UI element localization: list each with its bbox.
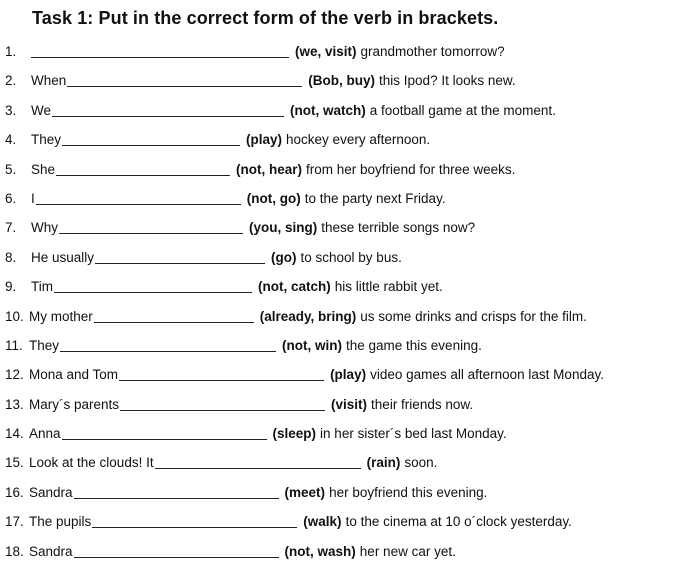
item-number: 16.: [5, 484, 24, 500]
item-rest: this Ipod? It looks new.: [379, 73, 516, 89]
item-rest: to school by bus.: [300, 249, 402, 265]
exercise-item: [5, 366, 695, 395]
exercise-item: [5, 72, 695, 101]
item-rest: her new car yet.: [359, 543, 456, 559]
exercise-item: [5, 308, 695, 337]
item-rest: grandmother tomorrow?: [360, 44, 505, 59]
item-prefix: When: [31, 73, 67, 89]
item-rest: these terrible songs now?: [321, 220, 476, 236]
item-prefix: The pupils: [29, 514, 92, 530]
exercise-item: [5, 278, 695, 307]
verb-hint: (not, go): [246, 190, 301, 206]
verb-hint: (sleep): [272, 426, 317, 442]
answer-blank[interactable]: [95, 251, 265, 264]
item-number: 6.: [5, 190, 17, 206]
exercise-item: [5, 219, 695, 248]
exercise-list: [5, 43, 695, 572]
item-prefix: Tim: [31, 279, 53, 295]
item-rest: to the cinema at 10 o´clock yesterday.: [345, 514, 572, 530]
answer-blank[interactable]: [119, 368, 324, 381]
verb-hint: (visit): [331, 396, 368, 412]
item-number: 7.: [5, 220, 17, 236]
item-number: 17.: [5, 514, 24, 530]
page-title: Task 1: Put in the correct form of the verb in brackets.: [32, 8, 499, 28]
item-number: 5.: [5, 161, 17, 177]
verb-hint: (not, hear): [236, 161, 303, 177]
item-prefix: We: [31, 102, 52, 118]
item-prefix: They: [31, 132, 62, 148]
exercise-item: [5, 249, 695, 278]
item-prefix: They: [29, 337, 60, 353]
verb-hint: (not, catch): [258, 279, 331, 295]
item-prefix: Mary´s parents: [29, 396, 120, 412]
exercise-item: [5, 190, 695, 219]
item-rest: a football game at the moment.: [369, 102, 556, 118]
answer-blank[interactable]: [94, 310, 254, 323]
verb-hint: (Bob, buy): [308, 73, 376, 89]
item-prefix: He usually: [31, 249, 95, 265]
answer-blank[interactable]: [36, 192, 241, 205]
verb-hint: (play): [330, 367, 367, 383]
item-rest: in her sister´s bed last Monday.: [320, 426, 507, 442]
item-number: 1.: [5, 44, 17, 59]
answer-blank[interactable]: [31, 45, 289, 58]
exercise-item: [5, 454, 695, 483]
item-rest: to the party next Friday.: [304, 190, 446, 206]
item-number: 4.: [5, 132, 17, 148]
item-prefix: Why: [31, 220, 58, 236]
answer-blank[interactable]: [92, 515, 297, 528]
verb-hint: (not, watch): [290, 102, 366, 118]
answer-blank[interactable]: [60, 339, 276, 352]
item-number: 14.: [5, 426, 24, 442]
verb-hint: (meet): [284, 484, 326, 500]
item-number: 13.: [5, 396, 24, 412]
item-rest: hockey every afternoon.: [286, 132, 431, 148]
item-prefix: Sandra: [29, 543, 73, 559]
verb-hint: (we, visit): [295, 44, 357, 59]
answer-blank[interactable]: [62, 427, 267, 440]
verb-hint: (you, sing): [249, 220, 318, 236]
item-prefix: My mother: [29, 308, 93, 324]
item-number: 15.: [5, 455, 24, 471]
item-rest: from her boyfriend for three weeks.: [306, 161, 516, 177]
verb-hint: (not, win): [282, 337, 342, 353]
answer-blank[interactable]: [59, 221, 243, 234]
answer-blank[interactable]: [155, 456, 361, 469]
exercise-item: [5, 337, 695, 366]
item-number: 11.: [5, 337, 23, 353]
item-prefix: I: [31, 190, 35, 206]
item-rest: her boyfriend this evening.: [329, 484, 488, 500]
answer-blank[interactable]: [74, 545, 279, 558]
item-prefix: Mona and Tom: [29, 367, 119, 383]
verb-hint: (not, wash): [284, 543, 356, 559]
answer-blank[interactable]: [54, 280, 252, 293]
exercise-item: [5, 484, 695, 513]
item-rest: his little rabbit yet.: [334, 279, 443, 295]
item-rest: the game this evening.: [346, 337, 482, 353]
item-prefix: Look at the clouds! It: [29, 455, 154, 471]
verb-hint: (play): [246, 132, 283, 148]
answer-blank[interactable]: [56, 163, 230, 176]
exercise-item: [5, 543, 695, 572]
answer-blank[interactable]: [120, 398, 325, 411]
item-number: 2.: [5, 73, 17, 89]
answer-blank[interactable]: [74, 486, 279, 499]
item-prefix: Sandra: [29, 484, 73, 500]
answer-blank[interactable]: [67, 74, 302, 87]
item-prefix: Anna: [29, 426, 61, 442]
item-number: 18.: [5, 543, 24, 559]
item-number: 3.: [5, 102, 17, 118]
item-rest: soon.: [404, 455, 438, 471]
exercise-item: [5, 131, 695, 160]
answer-blank[interactable]: [62, 133, 240, 146]
answer-blank[interactable]: [52, 104, 284, 117]
item-number: 10.: [5, 308, 24, 324]
exercise-item: [5, 161, 695, 190]
item-number: 8.: [5, 249, 17, 265]
item-number: 12.: [5, 367, 24, 383]
item-rest: us some drinks and crisps for the film.: [360, 308, 587, 324]
exercise-item: [5, 425, 695, 454]
exercise-item: [5, 102, 695, 131]
verb-hint: (rain): [366, 455, 401, 471]
item-prefix: She: [31, 161, 56, 177]
item-rest: their friends now.: [371, 396, 474, 412]
exercise-item: [5, 396, 695, 425]
verb-hint: (walk): [303, 514, 342, 530]
item-number: 9.: [5, 279, 17, 295]
exercise-item: [5, 513, 695, 542]
item-rest: video games all afternoon last Monday.: [370, 367, 604, 383]
exercise-item: [5, 43, 695, 72]
verb-hint: (already, bring): [259, 308, 357, 324]
verb-hint: (go): [271, 249, 297, 265]
